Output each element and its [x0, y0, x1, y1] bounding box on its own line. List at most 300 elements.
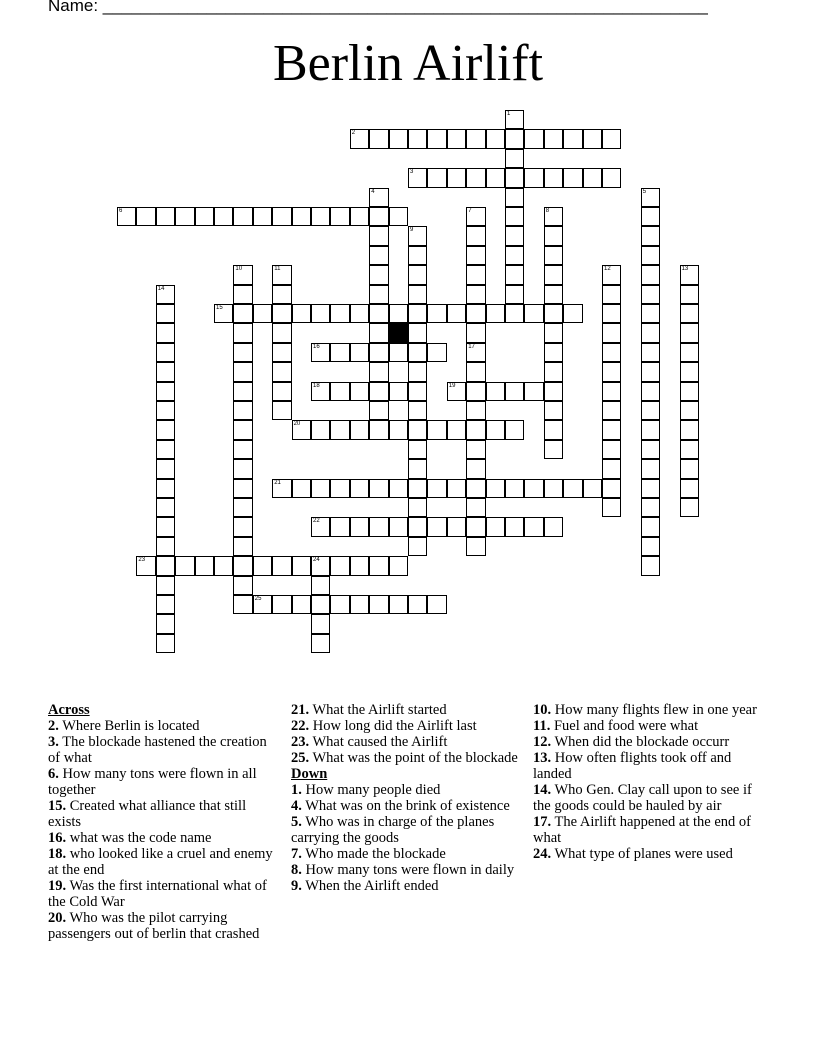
grid-cell[interactable]: [156, 382, 175, 401]
grid-cell[interactable]: [466, 537, 485, 556]
grid-cell[interactable]: [330, 382, 349, 401]
grid-cell[interactable]: [466, 207, 485, 226]
grid-cell[interactable]: [602, 129, 621, 148]
grid-cell[interactable]: [156, 537, 175, 556]
grid-cell[interactable]: [505, 382, 524, 401]
grid-cell[interactable]: [292, 304, 311, 323]
grid-cell[interactable]: [156, 576, 175, 595]
grid-cell[interactable]: [486, 129, 505, 148]
grid-cell[interactable]: [369, 556, 388, 575]
grid-cell[interactable]: [330, 420, 349, 439]
grid-cell[interactable]: [311, 479, 330, 498]
grid-cell[interactable]: [253, 556, 272, 575]
grid-cell[interactable]: [369, 323, 388, 342]
grid-cell[interactable]: [641, 304, 660, 323]
grid-cell[interactable]: [156, 401, 175, 420]
grid-cell[interactable]: [544, 168, 563, 187]
grid-cell[interactable]: [486, 420, 505, 439]
grid-cell[interactable]: [544, 129, 563, 148]
grid-cell[interactable]: [389, 207, 408, 226]
grid-cell[interactable]: [641, 382, 660, 401]
grid-cell[interactable]: [369, 595, 388, 614]
grid-cell[interactable]: [602, 343, 621, 362]
grid-cell[interactable]: [156, 207, 175, 226]
grid-cell[interactable]: [408, 285, 427, 304]
grid-cell[interactable]: [544, 382, 563, 401]
grid-cell[interactable]: [641, 537, 660, 556]
grid-cell[interactable]: [563, 129, 582, 148]
grid-cell[interactable]: [408, 401, 427, 420]
clue-text: When did the blockade occurr: [551, 734, 730, 750]
grid-cell[interactable]: [641, 401, 660, 420]
grid-cell[interactable]: [427, 479, 446, 498]
grid-cell[interactable]: [389, 517, 408, 536]
grid-cell[interactable]: [350, 304, 369, 323]
grid-cell[interactable]: [292, 420, 311, 439]
grid-cell[interactable]: [602, 420, 621, 439]
grid-cell[interactable]: [544, 420, 563, 439]
grid-cell[interactable]: [156, 479, 175, 498]
grid-cell[interactable]: [175, 207, 194, 226]
grid-cell[interactable]: [680, 459, 699, 478]
grid-cell[interactable]: [350, 517, 369, 536]
grid-cell[interactable]: [272, 479, 291, 498]
grid-cell[interactable]: [583, 168, 602, 187]
grid-cell[interactable]: [427, 595, 446, 614]
grid-cell[interactable]: [544, 440, 563, 459]
grid-cell[interactable]: [602, 498, 621, 517]
grid-cell[interactable]: [389, 556, 408, 575]
grid-cell[interactable]: [466, 459, 485, 478]
grid-cell[interactable]: [195, 207, 214, 226]
grid-cell[interactable]: [466, 168, 485, 187]
grid-cell[interactable]: [544, 401, 563, 420]
grid-cell[interactable]: [641, 517, 660, 536]
grid-cell[interactable]: [641, 265, 660, 284]
grid-cell[interactable]: [563, 479, 582, 498]
grid-cell[interactable]: [369, 304, 388, 323]
grid-cell[interactable]: [544, 343, 563, 362]
grid-cell[interactable]: [466, 420, 485, 439]
grid-cell[interactable]: [233, 537, 252, 556]
grid-cell[interactable]: [466, 382, 485, 401]
grid-cell[interactable]: [583, 479, 602, 498]
grid-cell[interactable]: [680, 401, 699, 420]
grid-cell[interactable]: [330, 517, 349, 536]
grid-cell[interactable]: [311, 576, 330, 595]
grid-cell[interactable]: [311, 207, 330, 226]
grid-cell[interactable]: [350, 129, 369, 148]
grid-cell[interactable]: [641, 440, 660, 459]
grid-cell[interactable]: [447, 304, 466, 323]
grid-cell[interactable]: [350, 479, 369, 498]
grid-cell[interactable]: [389, 595, 408, 614]
grid-cell[interactable]: [427, 168, 446, 187]
grid-cell[interactable]: [641, 226, 660, 245]
grid-cell[interactable]: [272, 265, 291, 284]
grid-cell[interactable]: [311, 595, 330, 614]
clue-label: 5.: [291, 814, 302, 830]
grid-cell[interactable]: [641, 479, 660, 498]
grid-cell[interactable]: [156, 517, 175, 536]
grid-cell[interactable]: [156, 634, 175, 653]
grid-cell[interactable]: [427, 343, 446, 362]
grid-cell[interactable]: [544, 517, 563, 536]
grid-cell[interactable]: [350, 595, 369, 614]
grid-cell[interactable]: [408, 537, 427, 556]
grid-cell[interactable]: [389, 420, 408, 439]
grid-cell[interactable]: [466, 129, 485, 148]
grid-cell[interactable]: [117, 207, 136, 226]
grid-cell[interactable]: [505, 420, 524, 439]
across-clue: [291, 702, 525, 718]
grid-cell[interactable]: [311, 614, 330, 633]
grid-cell[interactable]: [369, 343, 388, 362]
grid-cell[interactable]: [408, 440, 427, 459]
grid-cell[interactable]: [641, 285, 660, 304]
grid-cell[interactable]: [311, 304, 330, 323]
grid-cell[interactable]: [641, 498, 660, 517]
clue-label: 25.: [291, 750, 310, 766]
grid-cell[interactable]: [408, 226, 427, 245]
grid-cell[interactable]: [408, 246, 427, 265]
grid-cell[interactable]: [408, 304, 427, 323]
grid-cell[interactable]: [233, 556, 252, 575]
grid-cell[interactable]: [680, 285, 699, 304]
grid-cell[interactable]: [427, 129, 446, 148]
grid-cell[interactable]: [253, 595, 272, 614]
grid-cell[interactable]: [505, 285, 524, 304]
grid-cell[interactable]: [156, 323, 175, 342]
grid-cell[interactable]: [311, 382, 330, 401]
clue-text: What caused the Airlift: [309, 734, 448, 750]
grid-cell[interactable]: [602, 265, 621, 284]
grid-cell[interactable]: [641, 362, 660, 381]
grid-cell[interactable]: [233, 401, 252, 420]
grid-cell[interactable]: [311, 420, 330, 439]
grid-cell[interactable]: [447, 129, 466, 148]
clue-number: 19: [448, 382, 456, 389]
grid-cell[interactable]: [408, 517, 427, 536]
grid-cell[interactable]: [408, 362, 427, 381]
grid-cell[interactable]: [369, 420, 388, 439]
grid-cell[interactable]: [389, 382, 408, 401]
grid-cell[interactable]: [253, 207, 272, 226]
grid-cell[interactable]: [602, 479, 621, 498]
grid-cell[interactable]: [505, 168, 524, 187]
grid-cell[interactable]: [156, 304, 175, 323]
grid-cell[interactable]: [350, 420, 369, 439]
clue-label: 1.: [291, 782, 302, 798]
grid-cell[interactable]: [233, 265, 252, 284]
grid-cell[interactable]: [389, 343, 408, 362]
grid-cell[interactable]: [233, 440, 252, 459]
grid-cell[interactable]: [505, 110, 524, 129]
grid-cell[interactable]: [369, 265, 388, 284]
grid-cell[interactable]: [233, 323, 252, 342]
grid-cell[interactable]: [233, 576, 252, 595]
grid-cell[interactable]: [486, 479, 505, 498]
grid-cell[interactable]: [544, 362, 563, 381]
grid-cell[interactable]: [408, 479, 427, 498]
grid-cell[interactable]: [156, 285, 175, 304]
grid-cell[interactable]: [466, 343, 485, 362]
grid-cell[interactable]: [369, 188, 388, 207]
grid-cell[interactable]: [233, 595, 252, 614]
grid-cell[interactable]: [156, 556, 175, 575]
grid-cell[interactable]: [408, 129, 427, 148]
grid-cell[interactable]: [292, 556, 311, 575]
grid-cell[interactable]: [524, 168, 543, 187]
grid-cell[interactable]: [330, 304, 349, 323]
grid-cell[interactable]: [447, 420, 466, 439]
grid-cell[interactable]: [680, 498, 699, 517]
grid-cell[interactable]: [330, 479, 349, 498]
grid-cell[interactable]: [602, 459, 621, 478]
grid-cell[interactable]: [505, 226, 524, 245]
grid-cell[interactable]: [602, 382, 621, 401]
grid-cell[interactable]: [544, 479, 563, 498]
grid-cell[interactable]: [408, 595, 427, 614]
grid-cell[interactable]: [544, 265, 563, 284]
grid-cell[interactable]: [466, 246, 485, 265]
grid-cell[interactable]: [233, 207, 252, 226]
grid-cell[interactable]: [156, 614, 175, 633]
grid-cell[interactable]: [156, 420, 175, 439]
grid-cell[interactable]: [641, 246, 660, 265]
grid-cell[interactable]: [272, 323, 291, 342]
grid-cell[interactable]: [156, 440, 175, 459]
grid-cell[interactable]: [408, 343, 427, 362]
grid-cell[interactable]: [544, 226, 563, 245]
grid-cell[interactable]: [214, 207, 233, 226]
grid-cell[interactable]: [602, 401, 621, 420]
grid-cell[interactable]: [524, 517, 543, 536]
grid-cell[interactable]: [641, 188, 660, 207]
grid-cell[interactable]: [544, 323, 563, 342]
grid-cell[interactable]: [233, 382, 252, 401]
grid-cell[interactable]: [350, 556, 369, 575]
grid-cell[interactable]: [369, 285, 388, 304]
grid-cell[interactable]: [214, 304, 233, 323]
grid-cell[interactable]: [311, 634, 330, 653]
grid-cell[interactable]: [447, 517, 466, 536]
clue-number: 18: [313, 382, 320, 389]
grid-cell[interactable]: [233, 479, 252, 498]
grid-cell[interactable]: [292, 595, 311, 614]
clue-number: 22: [313, 518, 320, 525]
clue-text: Who was the pilot carrying passengers out of berlin that crashed: [48, 910, 260, 942]
grid-cell[interactable]: [156, 459, 175, 478]
grid-cell[interactable]: [233, 420, 252, 439]
grid-cell[interactable]: [602, 168, 621, 187]
grid-cell[interactable]: [524, 129, 543, 148]
grid-cell[interactable]: [466, 498, 485, 517]
grid-cell[interactable]: [233, 343, 252, 362]
grid-cell[interactable]: [272, 595, 291, 614]
grid-cell[interactable]: [427, 420, 446, 439]
grid-cell[interactable]: [156, 498, 175, 517]
grid-cell[interactable]: [175, 556, 194, 575]
grid-cell[interactable]: [330, 595, 349, 614]
grid-cell[interactable]: [369, 362, 388, 381]
grid-cell[interactable]: [544, 304, 563, 323]
grid-cell[interactable]: [544, 246, 563, 265]
grid-cell[interactable]: [408, 265, 427, 284]
grid-cell[interactable]: [408, 420, 427, 439]
grid-cell[interactable]: [602, 323, 621, 342]
grid-cell[interactable]: [505, 304, 524, 323]
grid-cell[interactable]: [680, 304, 699, 323]
grid-cell[interactable]: [330, 343, 349, 362]
grid-cell[interactable]: [544, 285, 563, 304]
grid-cell[interactable]: [369, 479, 388, 498]
grid-cell[interactable]: [641, 459, 660, 478]
grid-cell[interactable]: [505, 188, 524, 207]
grid-cell[interactable]: [292, 207, 311, 226]
grid-cell[interactable]: [272, 382, 291, 401]
grid-cell[interactable]: [466, 265, 485, 284]
grid-cell[interactable]: [427, 517, 446, 536]
grid-cell[interactable]: [486, 382, 505, 401]
grid-cell[interactable]: [505, 479, 524, 498]
grid-cell[interactable]: [505, 129, 524, 148]
grid-cell[interactable]: [253, 304, 272, 323]
grid-cell[interactable]: [136, 207, 155, 226]
grid-cell[interactable]: [233, 517, 252, 536]
grid-cell[interactable]: [272, 362, 291, 381]
grid-cell[interactable]: [486, 304, 505, 323]
grid-cell[interactable]: [369, 129, 388, 148]
grid-cell[interactable]: [641, 556, 660, 575]
grid-cell[interactable]: [680, 440, 699, 459]
grid-cell[interactable]: [466, 323, 485, 342]
grid-cell[interactable]: [369, 246, 388, 265]
grid-cell[interactable]: [505, 517, 524, 536]
grid-cell[interactable]: [505, 149, 524, 168]
grid-cell[interactable]: [272, 343, 291, 362]
grid-cell[interactable]: [389, 129, 408, 148]
grid-cell[interactable]: [524, 479, 543, 498]
grid-cell[interactable]: [233, 362, 252, 381]
grid-cell[interactable]: [505, 265, 524, 284]
grid-cell[interactable]: [330, 556, 349, 575]
grid-cell[interactable]: [369, 226, 388, 245]
grid-cell[interactable]: [272, 401, 291, 420]
grid-cell[interactable]: [602, 440, 621, 459]
clue-text: What was the point of the blockade: [309, 750, 518, 766]
grid-cell[interactable]: [447, 168, 466, 187]
grid-cell[interactable]: [389, 304, 408, 323]
grid-cell[interactable]: [486, 168, 505, 187]
grid-cell[interactable]: [156, 362, 175, 381]
grid-cell[interactable]: [330, 207, 349, 226]
grid-cell[interactable]: [369, 401, 388, 420]
grid-cell[interactable]: [680, 479, 699, 498]
grid-cell[interactable]: [602, 285, 621, 304]
grid-cell[interactable]: [350, 207, 369, 226]
grid-cell[interactable]: [272, 304, 291, 323]
grid-cell[interactable]: [369, 207, 388, 226]
grid-cell[interactable]: [369, 382, 388, 401]
grid-cell[interactable]: [233, 459, 252, 478]
grid-cell[interactable]: [602, 362, 621, 381]
grid-cell[interactable]: [233, 285, 252, 304]
clue-text: Was the first international what of the Cold War: [48, 878, 267, 910]
grid-cell[interactable]: [427, 304, 446, 323]
grid-cell[interactable]: [389, 479, 408, 498]
grid-cell[interactable]: [233, 304, 252, 323]
grid-cell[interactable]: [408, 168, 427, 187]
grid-cell[interactable]: [680, 265, 699, 284]
grid-cell[interactable]: [233, 498, 252, 517]
grid-cell[interactable]: [195, 556, 214, 575]
grid-cell[interactable]: [641, 207, 660, 226]
grid-cell[interactable]: [272, 556, 291, 575]
grid-cell[interactable]: [641, 420, 660, 439]
grid-cell[interactable]: [466, 226, 485, 245]
down-clue: [291, 782, 525, 798]
grid-cell[interactable]: [272, 207, 291, 226]
grid-cell[interactable]: [272, 285, 291, 304]
grid-cell[interactable]: [136, 556, 155, 575]
grid-cell[interactable]: [641, 323, 660, 342]
grid-cell[interactable]: [563, 304, 582, 323]
grid-cell[interactable]: [680, 343, 699, 362]
grid-cell[interactable]: [524, 382, 543, 401]
grid-cell[interactable]: [563, 168, 582, 187]
grid-cell[interactable]: [311, 343, 330, 362]
grid-cell[interactable]: [408, 498, 427, 517]
grid-cell[interactable]: [466, 479, 485, 498]
grid-cell[interactable]: [156, 343, 175, 362]
grid-cell[interactable]: [544, 207, 563, 226]
grid-cell[interactable]: [505, 246, 524, 265]
grid-cell[interactable]: [214, 556, 233, 575]
grid-cell[interactable]: [466, 285, 485, 304]
grid-cell[interactable]: [466, 440, 485, 459]
grid-cell[interactable]: [350, 382, 369, 401]
grid-cell[interactable]: [408, 382, 427, 401]
clue-number: 14: [157, 285, 165, 292]
grid-cell[interactable]: [350, 343, 369, 362]
grid-cell[interactable]: [641, 343, 660, 362]
grid-cell[interactable]: [524, 304, 543, 323]
grid-cell[interactable]: [466, 362, 485, 381]
grid-cell[interactable]: [583, 129, 602, 148]
grid-cell[interactable]: [311, 517, 330, 536]
grid-cell[interactable]: [602, 304, 621, 323]
grid-cell[interactable]: [680, 362, 699, 381]
grid-cell[interactable]: [466, 517, 485, 536]
grid-cell[interactable]: [466, 401, 485, 420]
grid-cell[interactable]: [156, 595, 175, 614]
grid-cell[interactable]: [505, 207, 524, 226]
grid-cell[interactable]: [408, 459, 427, 478]
grid-cell[interactable]: [408, 323, 427, 342]
grid-cell[interactable]: [680, 323, 699, 342]
down-clue: [533, 846, 767, 862]
grid-cell[interactable]: [486, 517, 505, 536]
grid-cell[interactable]: [369, 517, 388, 536]
grid-cell[interactable]: [292, 479, 311, 498]
grid-cell[interactable]: [447, 382, 466, 401]
grid-cell[interactable]: [311, 556, 330, 575]
grid-cell[interactable]: [447, 479, 466, 498]
grid-cell[interactable]: [466, 304, 485, 323]
grid-cell[interactable]: [680, 420, 699, 439]
grid-cell[interactable]: [680, 382, 699, 401]
